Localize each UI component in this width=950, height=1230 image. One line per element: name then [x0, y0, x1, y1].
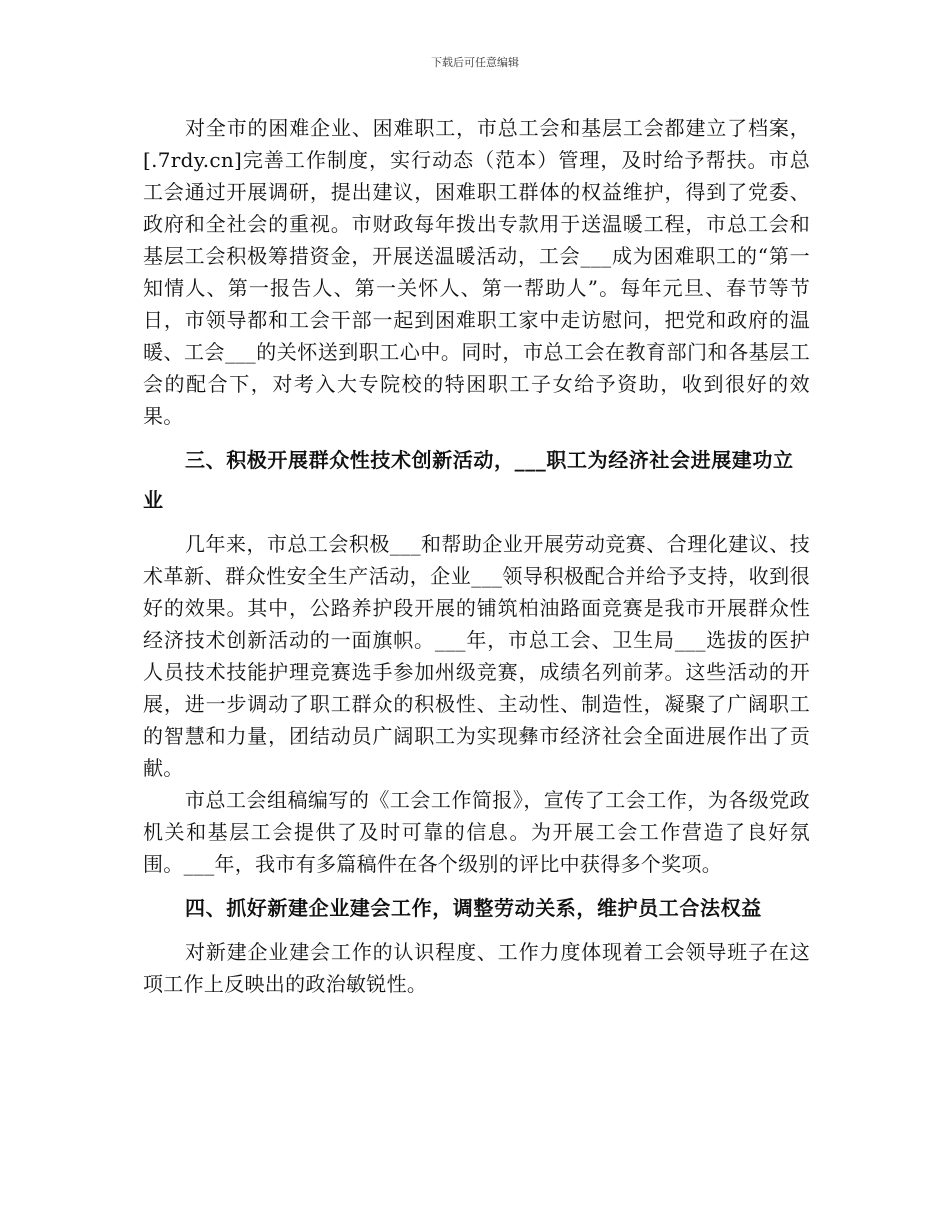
- document-body: [143, 112, 810, 1000]
- section-heading-4: 四、抓好新建企业建会工作，调整劳动关系，维护员工合法权益: [185, 896, 762, 920]
- paragraph-technical-innovation: 几年来，市总工会积极___和帮助企业开展劳动竞赛、合理化建议、技术革新、群众性安全生产活动，企业___领导积极配合并给予支持，收到很好的效果。其中，公路养护段开展的铺筑柏油路面竞赛是我市开展群众性经济技术创新活动的一面旗帜。___年，市总工会、卫生局___选拔的医护人员技术技能护理竞赛选手参加州级竞赛，成绩名列前茅。这些活动的开展，进一步调动了职工群众的积极性、主动性、制造性，凝聚了广阔职工的智慧和力量，团结动员广阔职工为实现彝市经济社会全面进展作出了贡献。: [143, 532, 810, 780]
- section-heading-3: 三、积极开展群众性技术创新活动，___职工为经济社会进展建功立业: [143, 448, 794, 512]
- paragraph-work-bulletin: 市总工会组稿编写的《工会工作简报》，宣传了工会工作，为各级党政机关和基层工会提供了及时可靠的信息。为开展工会工作营造了良好氛围。___年，我市有多篇稿件在各个级别的评比中获得多个奖项。: [143, 788, 810, 876]
- paragraph-new-enterprise-union: 对新建企业建会工作的认识程度、工作力度体现着工会领导班子在这项工作上反映出的政治敏锐性。: [143, 940, 810, 996]
- paragraph-support-difficult-workers: 对全市的困难企业、困难职工，市总工会和基层工会都建立了档案，[.7rdy.cn]完善工作制度，实行动态（范本）管理，及时给予帮扶。市总工会通过开展调研，提出建议，困难职工群体的权益维护，得到了党委、政府和全社会的重视。市财政每年拨出专款用于送温暖工程，市总工会和基层工会积极筹措资金，开展送温暖活动，工会___成为困难职工的“第一知情人、第一报告人、第一关怀人、第一帮助人”。每年元旦、春节等节日，市领导都和工会干部一起到困难职工家中走访慰问，把党和政府的温暖、工会___的关怀送到职工心中。同时，市总工会在教育部门和各基层工会的配合下，对考入大专院校的特困职工子女给予资助，收到很好的效果。: [143, 116, 810, 428]
- page-header: 下载后可任意编辑: [431, 56, 519, 69]
